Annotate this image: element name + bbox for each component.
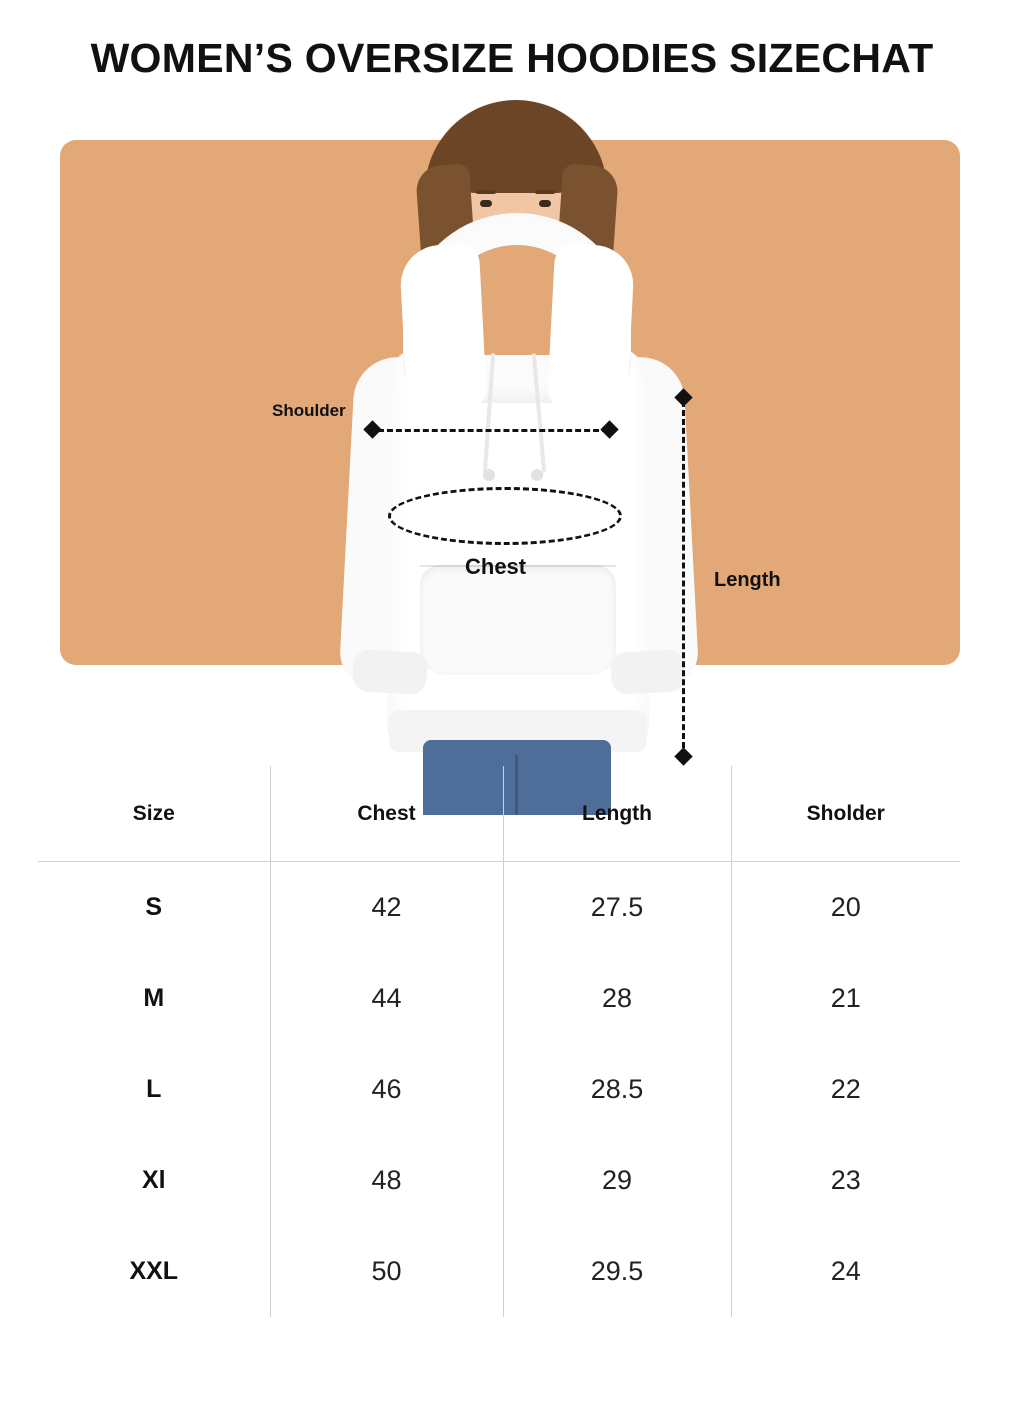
cell-shoulder: 24 [830, 1256, 861, 1286]
column-header-shoulder: Sholder [731, 766, 960, 862]
cell-size: S [38, 862, 270, 954]
cell-size: XXL [38, 1226, 270, 1317]
chest-label: Chest [465, 554, 527, 580]
illustration-panel [0, 95, 1024, 655]
cell-chest: 48 [270, 1135, 503, 1226]
size-chart-table-wrapper [38, 766, 960, 1317]
cell-size: M [38, 953, 270, 1044]
length-label: Length [714, 569, 781, 592]
cell-shoulder: 21 [830, 983, 861, 1013]
cell-size: Xl [38, 1135, 270, 1226]
hoodie-model-illustration [325, 95, 705, 810]
hood-front-right [547, 243, 636, 412]
eyebrow-left [476, 190, 496, 194]
column-header-chest: Chest [270, 766, 503, 862]
cell-shoulder: 23 [830, 1165, 861, 1195]
table-row [38, 1135, 960, 1226]
size-chart-table [38, 766, 960, 1317]
cell-length: 28 [503, 953, 731, 1044]
column-header-length: Length [503, 766, 731, 862]
cell-length: 29 [503, 1135, 731, 1226]
cell-chest: 42 [270, 862, 503, 954]
eye-left [480, 200, 492, 207]
chest-measure-ellipse [388, 487, 622, 545]
cell-length: 29.5 [503, 1226, 731, 1317]
cuff-right [610, 649, 686, 695]
cuff-left [352, 649, 428, 695]
cell-chest: 44 [270, 953, 503, 1044]
kangaroo-pocket [420, 565, 616, 675]
eyebrow-right [535, 190, 555, 194]
table-row [38, 953, 960, 1044]
cell-length: 27.5 [503, 862, 731, 954]
drawstring-tip-right [531, 469, 543, 481]
drawstring-tip-left [483, 469, 495, 481]
column-header-size: Size [38, 766, 270, 862]
table-row [38, 862, 960, 954]
length-measure-line [682, 401, 685, 757]
shoulder-measure-line [378, 429, 608, 432]
table-row [38, 1044, 960, 1135]
shoulder-label: Shoulder [272, 401, 346, 421]
hood-front-left [399, 243, 488, 412]
cell-shoulder: 20 [830, 892, 861, 922]
eye-right [539, 200, 551, 207]
cell-length: 28.5 [503, 1044, 731, 1135]
cell-size: L [38, 1044, 270, 1135]
table-header-row [38, 766, 960, 862]
cell-chest: 46 [270, 1044, 503, 1135]
cell-shoulder: 22 [830, 1074, 861, 1104]
cell-chest: 50 [270, 1226, 503, 1317]
table-row [38, 1226, 960, 1317]
page-title: WOMEN’S OVERSIZE HOODIES SIZECHAT [90, 35, 934, 81]
